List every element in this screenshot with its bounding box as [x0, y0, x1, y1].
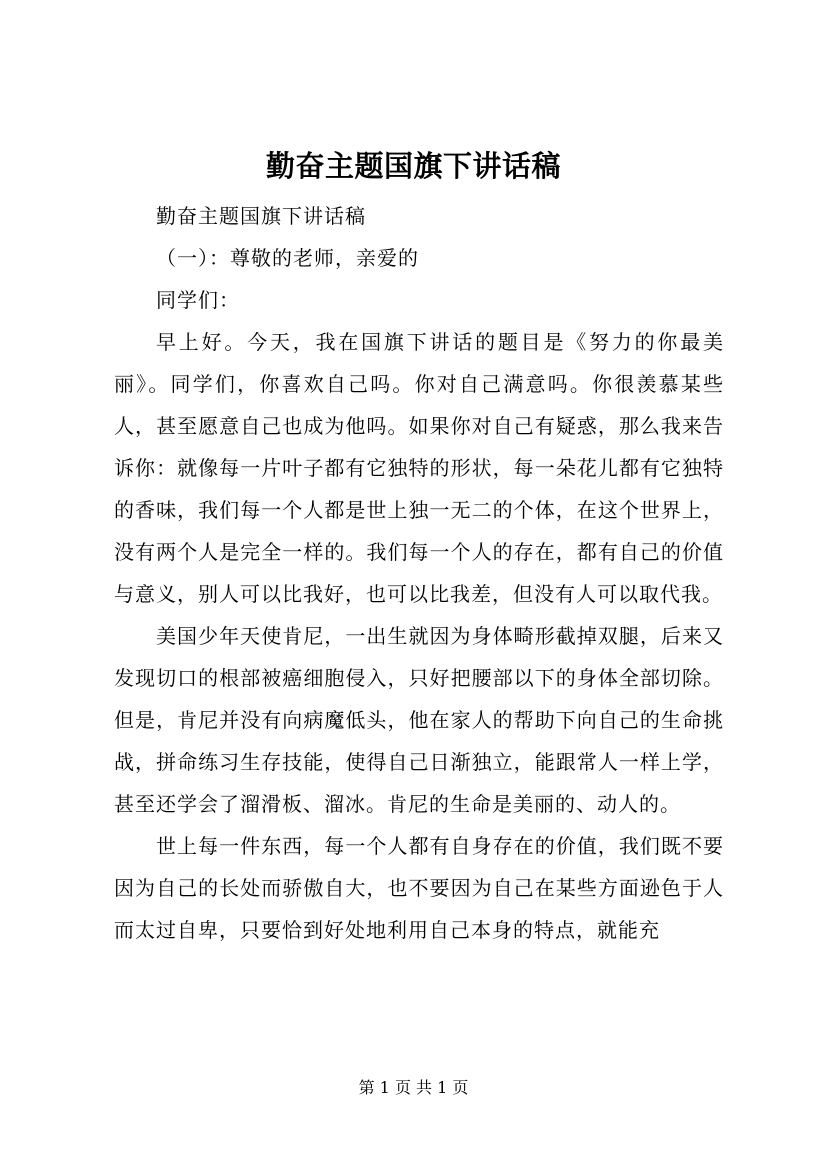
paragraph-section-heading: （一）：尊敬的老师，亲爱的	[156, 246, 419, 270]
page-footer: 第 1 页 共 1 页	[358, 1078, 469, 1097]
paragraph-body-3: 世上每一件东西，每一个人都有自身存在的价值，我们既不要因为自己的长处而骄傲自大，也不要因为自己在某些方面逊色于人而太过自卑，只要恰到好处地利用自己本身的特点，就能充	[114, 834, 724, 942]
document-title: 勤奋主题国旗下讲话稿	[265, 149, 561, 183]
paragraph-salutation: 同学们：	[156, 288, 240, 312]
paragraph-subtitle: 勤奋主题国旗下讲话稿	[156, 204, 366, 228]
paragraph-body-1: 早上好。今天，我在国旗下讲话的题目是《努力的你最美丽》。同学们，你喜欢自己吗。你对自己满意吗。你很羡慕某些人，甚至愿意自己也成为他吗。如果你对自己有疑惑，那么我来告诉你：就像每一片叶子都有它独特的形状，每一朵花儿都有它独特的香味，我们每一个人都是世上独一无二的个体，在这个世界上，没有两个人是完全一样的。我们每一个人的存在，都有自己的价值与意义，别人可以比我好，也可以比我差，但没有人可以取代我。	[114, 330, 724, 606]
paragraph-body-2: 美国少年天使肯尼，一出生就因为身体畸形截掉双腿，后来又发现切口的根部被癌细胞侵入，只好把腰部以下的身体全部切除。但是，肯尼并没有向病魔低头，他在家人的帮助下向自己的生命挑战，拼命练习生存技能，使得自己日渐独立，能跟常人一样上学，甚至还学会了溜滑板、溜冰。肯尼的生命是美丽的、动人的。	[114, 624, 724, 816]
document-body	[114, 195, 724, 951]
